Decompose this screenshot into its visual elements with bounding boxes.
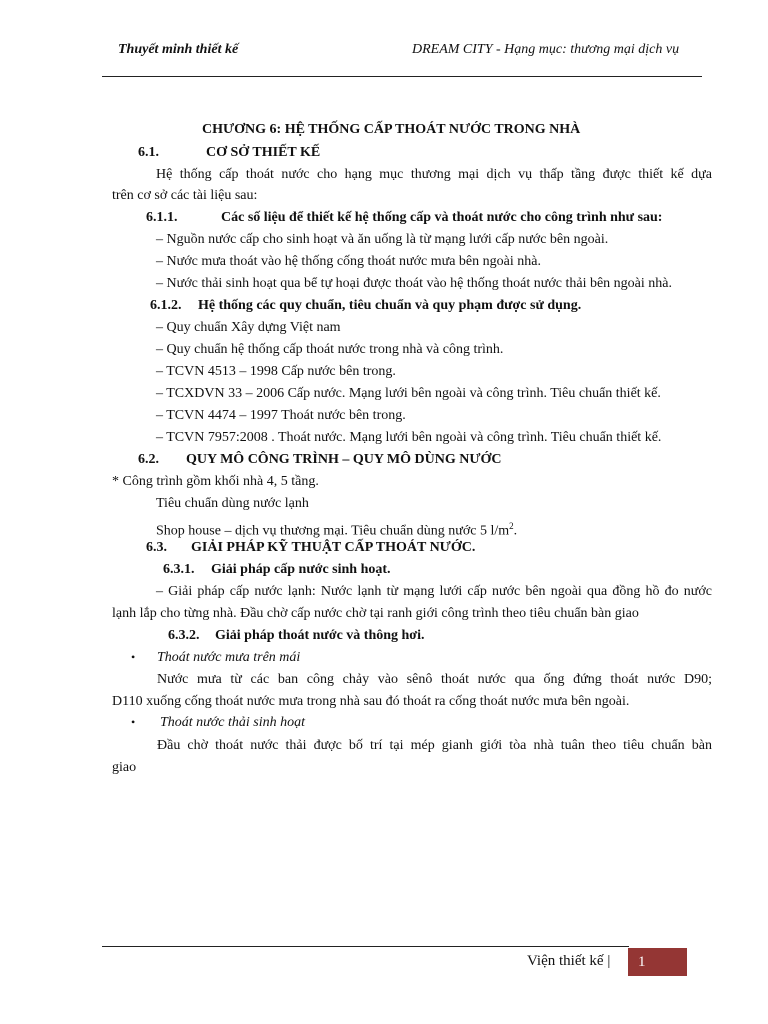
section-6-2-title: QUY MÔ CÔNG TRÌNH – QUY MÔ DÙNG NƯỚC xyxy=(186,452,502,467)
section-6-1-1-title: Các số liệu để thiết kế hệ thống cấp và thoát nước cho công trình như sau: xyxy=(221,210,663,225)
sentence-end: . xyxy=(513,523,518,539)
section-6-2-line1: * Công trình gồm khối nhà 4, 5 tầng. xyxy=(112,474,319,489)
section-6-1-2-title: Hệ thống các quy chuẩn, tiêu chuẩn và quy phạm được sử dụng. xyxy=(198,298,582,313)
section-6-1-title: CƠ SỞ THIẾT KẾ xyxy=(206,145,321,160)
section-6-1-number: 6.1. xyxy=(138,145,159,160)
list-item: – TCVN 7957:2008 . Thoát nước. Mạng lưới bên ngoài và công trình. Tiêu chuẩn thiết kế. xyxy=(156,430,662,445)
paragraph-line: D110 xuống cống thoát nước mưa trong nhà sau đó thoát ra cống thoát nước mưa bên ngoài. xyxy=(112,694,630,709)
section-6-3-1-title: Giải pháp cấp nước sinh hoạt. xyxy=(211,562,391,577)
section-6-2-line2: Tiêu chuẩn dùng nước lạnh xyxy=(156,496,309,511)
section-6-3-2-number: 6.3.2. xyxy=(168,628,200,643)
section-6-1-1-number: 6.1.1. xyxy=(146,210,178,225)
header-left: Thuyết minh thiết kế xyxy=(118,42,239,57)
list-item: – Quy chuẩn Xây dựng Việt nam xyxy=(156,320,341,335)
section-6-3-1-number: 6.3.1. xyxy=(163,562,195,577)
section-6-3-1-line2: lạnh lắp cho từng nhà. Đầu chờ cấp nước chờ tại ranh giới công trình theo tiêu chuẩn bàn giao xyxy=(112,606,639,621)
section-6-2-line3 xyxy=(156,517,517,541)
paragraph-line: Nước mưa từ các ban công chảy vào sênô thoát nước qua ống đứng thoát nước D90; xyxy=(157,672,712,687)
list-item: – Quy chuẩn hệ thống cấp thoát nước trong nhà và công trình. xyxy=(156,342,504,357)
bullet-icon: • xyxy=(131,715,136,729)
section-6-1-2-number: 6.1.2. xyxy=(150,298,182,313)
footer-label: Viện thiết kế | xyxy=(527,953,611,969)
header-rule xyxy=(102,76,702,77)
section-6-2-number: 6.2. xyxy=(138,452,159,467)
paragraph-line: giao xyxy=(112,760,137,775)
bullet-icon: • xyxy=(131,650,136,664)
list-item: – TCXDVN 33 – 2006 Cấp nước. Mạng lưới bên ngoài và công trình. Tiêu chuẩn thiết kế. xyxy=(156,386,661,401)
bullet-heading: Thoát nước thải sinh hoạt xyxy=(160,715,306,730)
page-number: 1 xyxy=(628,948,687,976)
bullet-heading: Thoát nước mưa trên mái xyxy=(157,650,301,665)
section-6-3-2-title: Giải pháp thoát nước và thông hơi. xyxy=(215,628,425,643)
chapter-title: CHƯƠNG 6: HỆ THỐNG CẤP THOÁT NƯỚC TRONG NHÀ xyxy=(202,122,581,137)
section-6-3-number: 6.3. xyxy=(146,540,167,555)
list-item: – Nước thải sinh hoạt qua bể tự hoại được thoát vào hệ thống thoát nước thải bên ngoài nhà. xyxy=(156,276,672,291)
list-item: – TCVN 4474 – 1997 Thoát nước bên trong. xyxy=(156,408,406,423)
section-6-3-title: GIẢI PHÁP KỸ THUẬT CẤP THOÁT NƯỚC. xyxy=(191,540,476,555)
footer-rule xyxy=(102,946,629,947)
list-item: – TCVN 4513 – 1998 Cấp nước bên trong. xyxy=(156,364,396,379)
section-6-3-1-line1: – Giải pháp cấp nước lạnh: Nước lạnh từ mạng lưới cấp nước bên ngoài qua đồng hồ đo nước xyxy=(156,584,712,599)
section-6-1-intro-line2: trên cơ sở các tài liệu sau: xyxy=(112,188,258,203)
unit-exponent: 2 xyxy=(509,521,514,531)
header-right: DREAM CITY - Hạng mục: thương mại dịch vụ xyxy=(412,42,680,57)
list-item: – Nguồn nước cấp cho sinh hoạt và ăn uống là từ mạng lưới cấp nước bên ngoài. xyxy=(156,232,609,247)
list-item: – Nước mưa thoát vào hệ thống cống thoát nước mưa bên ngoài nhà. xyxy=(156,254,541,269)
paragraph-line: Đầu chờ thoát nước thải được bố trí tại mép gianh giới tòa nhà tuân theo tiêu chuẩn bàn xyxy=(157,738,712,753)
water-standard-text: Shop house – dịch vụ thương mại. Tiêu chuẩn dùng nước 5 l/m xyxy=(156,523,510,539)
section-6-1-intro-line1: Hệ thống cấp thoát nước cho hạng mục thương mại dịch vụ thấp tầng được thiết kế dựa xyxy=(156,167,712,182)
